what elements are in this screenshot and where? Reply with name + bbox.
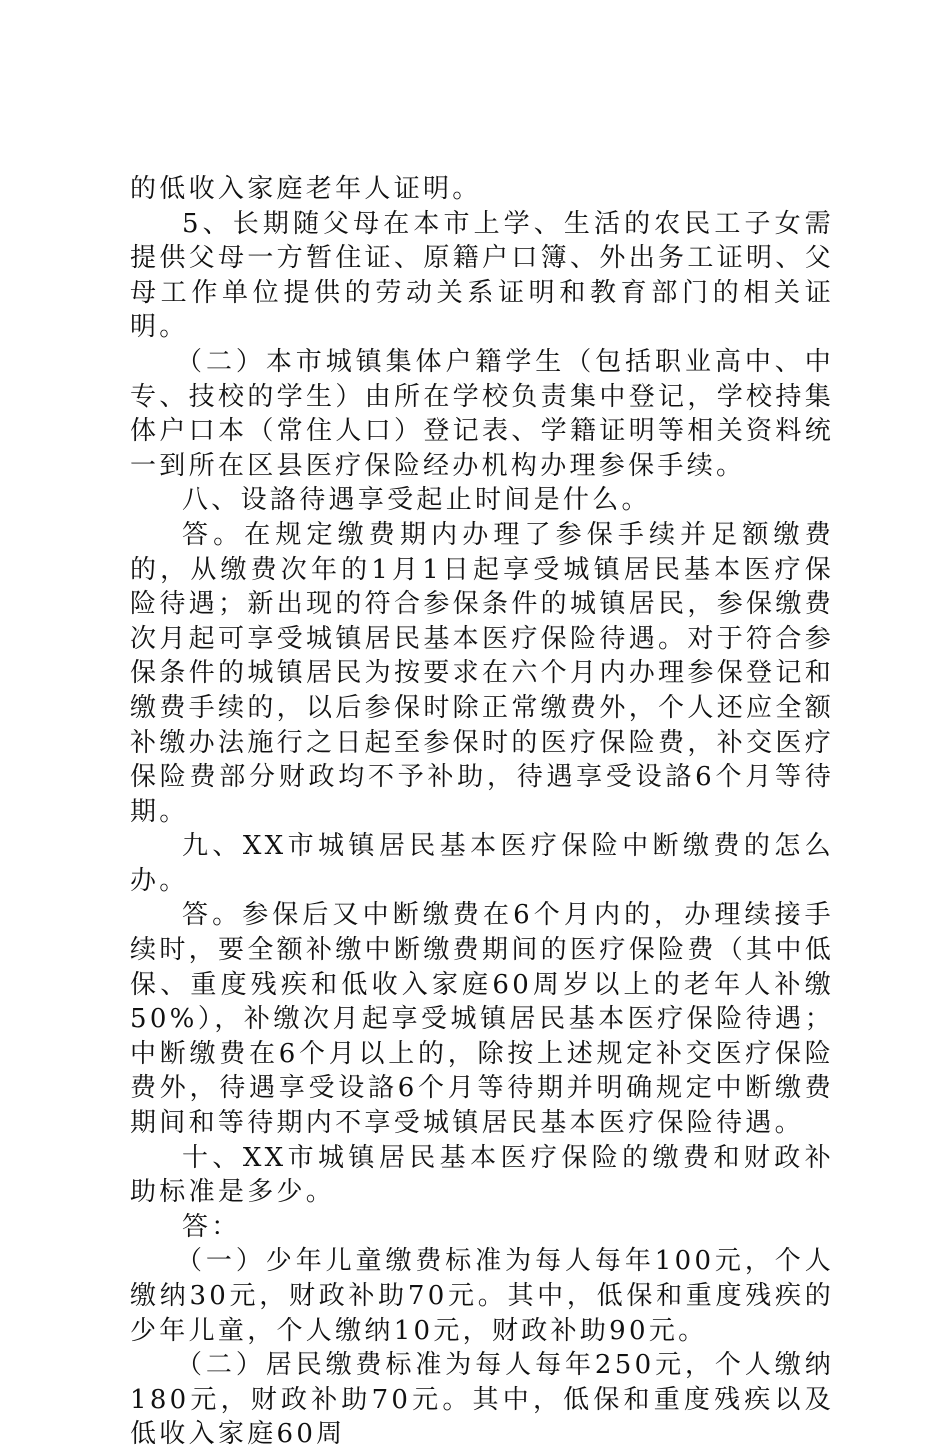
heading-section-8: 八、设詻待遇享受起止时间是什么。	[182, 485, 651, 516]
answer-label-10: 答：	[182, 1211, 241, 1242]
paragraph-answer-9: 答。参保后又中断缴费在6个月内的，办理续接手续时，要全额补缴中断缴费期间的医疗保险费（其中低保、重度残疾和低收入家庭60周岁以上的老年人补缴50%），补缴次月起享受城镇居民基本医疗保险待遇；中断缴费在6个月以上的，除按上述规定补交医疗保险费外，待遇享受设詻6个月等待期并明确规定中断缴费期间和等待期内不享受城镇居民基本医疗保险待遇。	[130, 900, 834, 1139]
paragraph-sub-1-children: （一）少年儿童缴费标准为每人每年100元，个人缴纳30元，财政补助70元。其中，低保和重度残疾的少年儿童，个人缴纳10元，财政补助90元。	[130, 1246, 834, 1346]
paragraph-answer-8: 答。在规定缴费期内办理了参保手续并足额缴费的，从缴费次年的1月1日起享受城镇居民基本医疗保险待遇；新出现的符合参保条件的城镇居民，参保缴费次月起可享受城镇居民基本医疗保险待遇。对于符合参保条件的城镇居民为按要求在六个月内办理参保登记和缴费手续的，以后参保时除正常缴费外，个人还应全额补缴办法施行之日起至参保时的医疗保险费，补交医疗保险费部分财政均不予补助，待遇享受设詻6个月等待期。	[130, 519, 834, 827]
paragraph-sub-2: （二）本市城镇集体户籍学生（包括职业高中、中专、技校的学生）由所在学校负责集中登记，学校持集体户口本（常住人口）登记表、学籍证明等相关资料统一到所在区县医疗保险经办机构办理参保手续。	[130, 346, 834, 481]
document-body	[130, 172, 834, 1452]
paragraph-item-5: 5、长期随父母在本市上学、生活的农民工子女需提供父母一方暂住证、原籍户口簿、外出务工证明、父母工作单位提供的劳动关系证明和教育部门的相关证明。	[130, 208, 834, 343]
paragraph-sub-2-residents: （二）居民缴费标准为每人每年250元，个人缴纳180元，财政补助70元。其中，低保和重度残疾以及低收入家庭60周	[130, 1350, 834, 1450]
heading-section-9: 九、XX市城镇居民基本医疗保险中断缴费的怎么办。	[130, 831, 834, 896]
paragraph-continuation: 的低收入家庭老年人证明。	[130, 174, 482, 204]
heading-section-10: 十、XX市城镇居民基本医疗保险的缴费和财政补助标准是多少。	[130, 1142, 834, 1208]
